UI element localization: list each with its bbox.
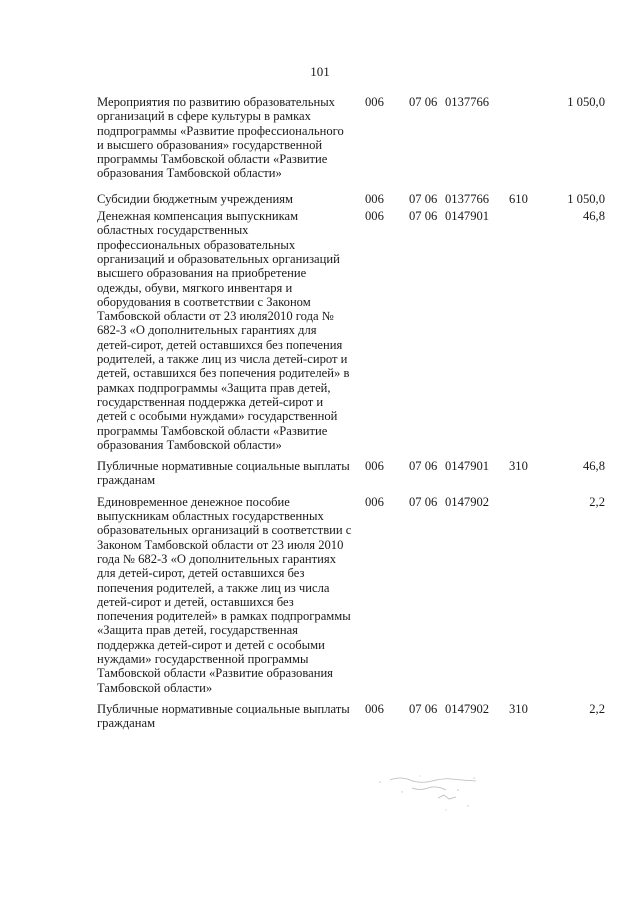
- section-code: 07 06: [409, 701, 438, 716]
- target-article-code: 0147902: [445, 701, 490, 716]
- budget-table: [97, 95, 605, 730]
- section-code: 07 06: [409, 459, 438, 474]
- amount: 1 050,0: [567, 191, 605, 206]
- table-row: [97, 495, 605, 695]
- table-row: [97, 95, 605, 181]
- amount: 2,2: [589, 494, 605, 509]
- section-code: 07 06: [409, 191, 438, 206]
- amount: 2,2: [589, 701, 605, 716]
- expense-type-code: 310: [509, 459, 528, 474]
- section-code: 07 06: [409, 209, 438, 224]
- section-code: 07 06: [409, 95, 438, 109]
- amount: 1 050,0: [567, 95, 605, 109]
- target-article-code: 0147901: [445, 209, 490, 224]
- table-row: [97, 192, 605, 206]
- target-article-code: 0147902: [445, 494, 490, 509]
- ministry-code: 006: [365, 494, 384, 509]
- ministry-code: 006: [365, 459, 384, 474]
- table-row: [97, 702, 605, 731]
- amount: 46,8: [582, 209, 605, 224]
- target-article-code: 0137766: [445, 191, 490, 206]
- section-code: 07 06: [409, 494, 438, 509]
- row-description: Единовременное денежное пособие выпускникам областных государственных образовательных организаций в соответствии с Законом Тамбовской области от 23 июля 2010 года № 682-З «О дополнительных гарантиях для детей-сирот, детей оставшихся без попечения родителей, а также лиц из числа детей-сирот и детей, оставшихся без попечения родителей» в рамках подпрограммы «Защита прав детей, государственная поддержка детей-сирот и детей с особыми нуждами» государственной программы Тамбовской области «Развитие образования Тамбовской области»: [97, 494, 352, 695]
- target-article-code: 0137766: [445, 95, 490, 109]
- row-description: Денежная компенсация выпускникам областных государственных профессиональных образовательных организаций и образовательных организаций высшего образования на приобретение одежды, обуви, мягкого инвентаря и оборудования в соответствии с Законом Тамбовской области от 23 июля2010 года № 682-З «О дополнительных гарантиях для детей-сирот, детей оставшихся без попечения родителей, а также лиц из числа детей-сирот и детей, оставшихся без попечения родителей» в рамках подпрограммы «Защита прав детей, государственная поддержка детей-сирот и детей с особыми нуждами» государственной программы Тамбовской области «Развитие образования Тамбовской области»: [97, 209, 350, 452]
- expense-type-code: 310: [509, 701, 528, 716]
- expense-type-code: 610: [509, 191, 528, 206]
- amount: 46,8: [582, 459, 605, 474]
- row-description: Мероприятия по развитию образовательных организаций в сфере культуры в рамках подпрограммы «Развитие профессионального и высшего образования» государственной программы Тамбовской области «Развитие образования Тамбовской области»: [97, 95, 344, 181]
- ministry-code: 006: [365, 701, 384, 716]
- table-row: [97, 209, 605, 452]
- ministry-code: 006: [365, 209, 384, 224]
- page-number: 101: [310, 64, 330, 79]
- table-row: [97, 459, 605, 488]
- row-description: Публичные нормативные социальные выплаты гражданам: [97, 701, 350, 731]
- row-description: Публичные нормативные социальные выплаты гражданам: [97, 459, 350, 488]
- row-description: Субсидии бюджетным учреждениям: [97, 191, 293, 206]
- ministry-code: 006: [365, 95, 384, 109]
- ministry-code: 006: [365, 191, 384, 206]
- target-article-code: 0147901: [445, 459, 490, 474]
- scan-smudge-marks: [350, 758, 510, 818]
